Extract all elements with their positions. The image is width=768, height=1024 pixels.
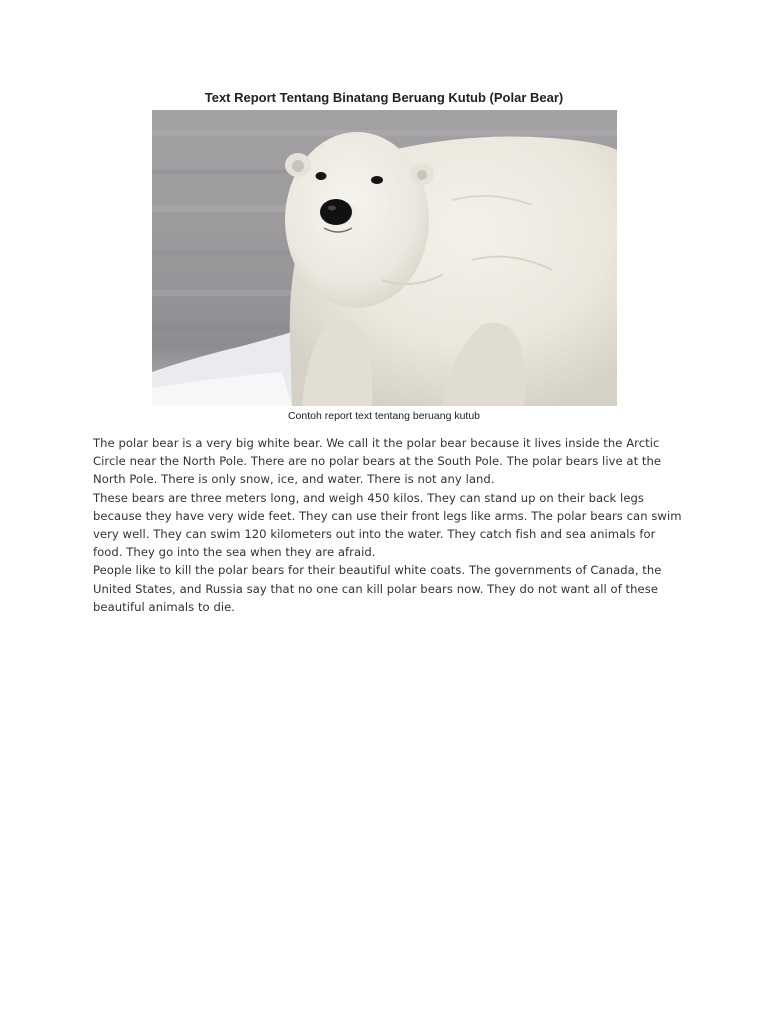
image-caption: Contoh report text tentang beruang kutub (287, 410, 481, 422)
polar-bear-photo (152, 110, 617, 406)
paragraph-1: The polar bear is a very big white bear. We call it the polar bear because it lives inside the Arctic Circle near the North Pole. There are no polar bears at the South Pole. The polar bears live at the North Pole. There is only snow, ice, and water. There is not any land. (93, 436, 662, 487)
document-title: Text Report Tentang Binatang Beruang Kutub (Polar Bear) (204, 90, 564, 105)
report-body (93, 434, 683, 616)
paragraph-3: People like to kill the polar bears for their beautiful white coats. The governments of Canada, the United States, and Russia say that no one can kill polar bears now. They do not want all of these beautiful animals to die. (93, 563, 662, 614)
paragraph-2: These bears are three meters long, and weigh 450 kilos. They can stand up on their back legs because they have very wide feet. They can use their front legs like arms. The polar bears can swim very well. They can swim 120 kilometers out into the water. They catch fish and sea animals for food. They go into the sea when they are afraid. (93, 490, 682, 560)
